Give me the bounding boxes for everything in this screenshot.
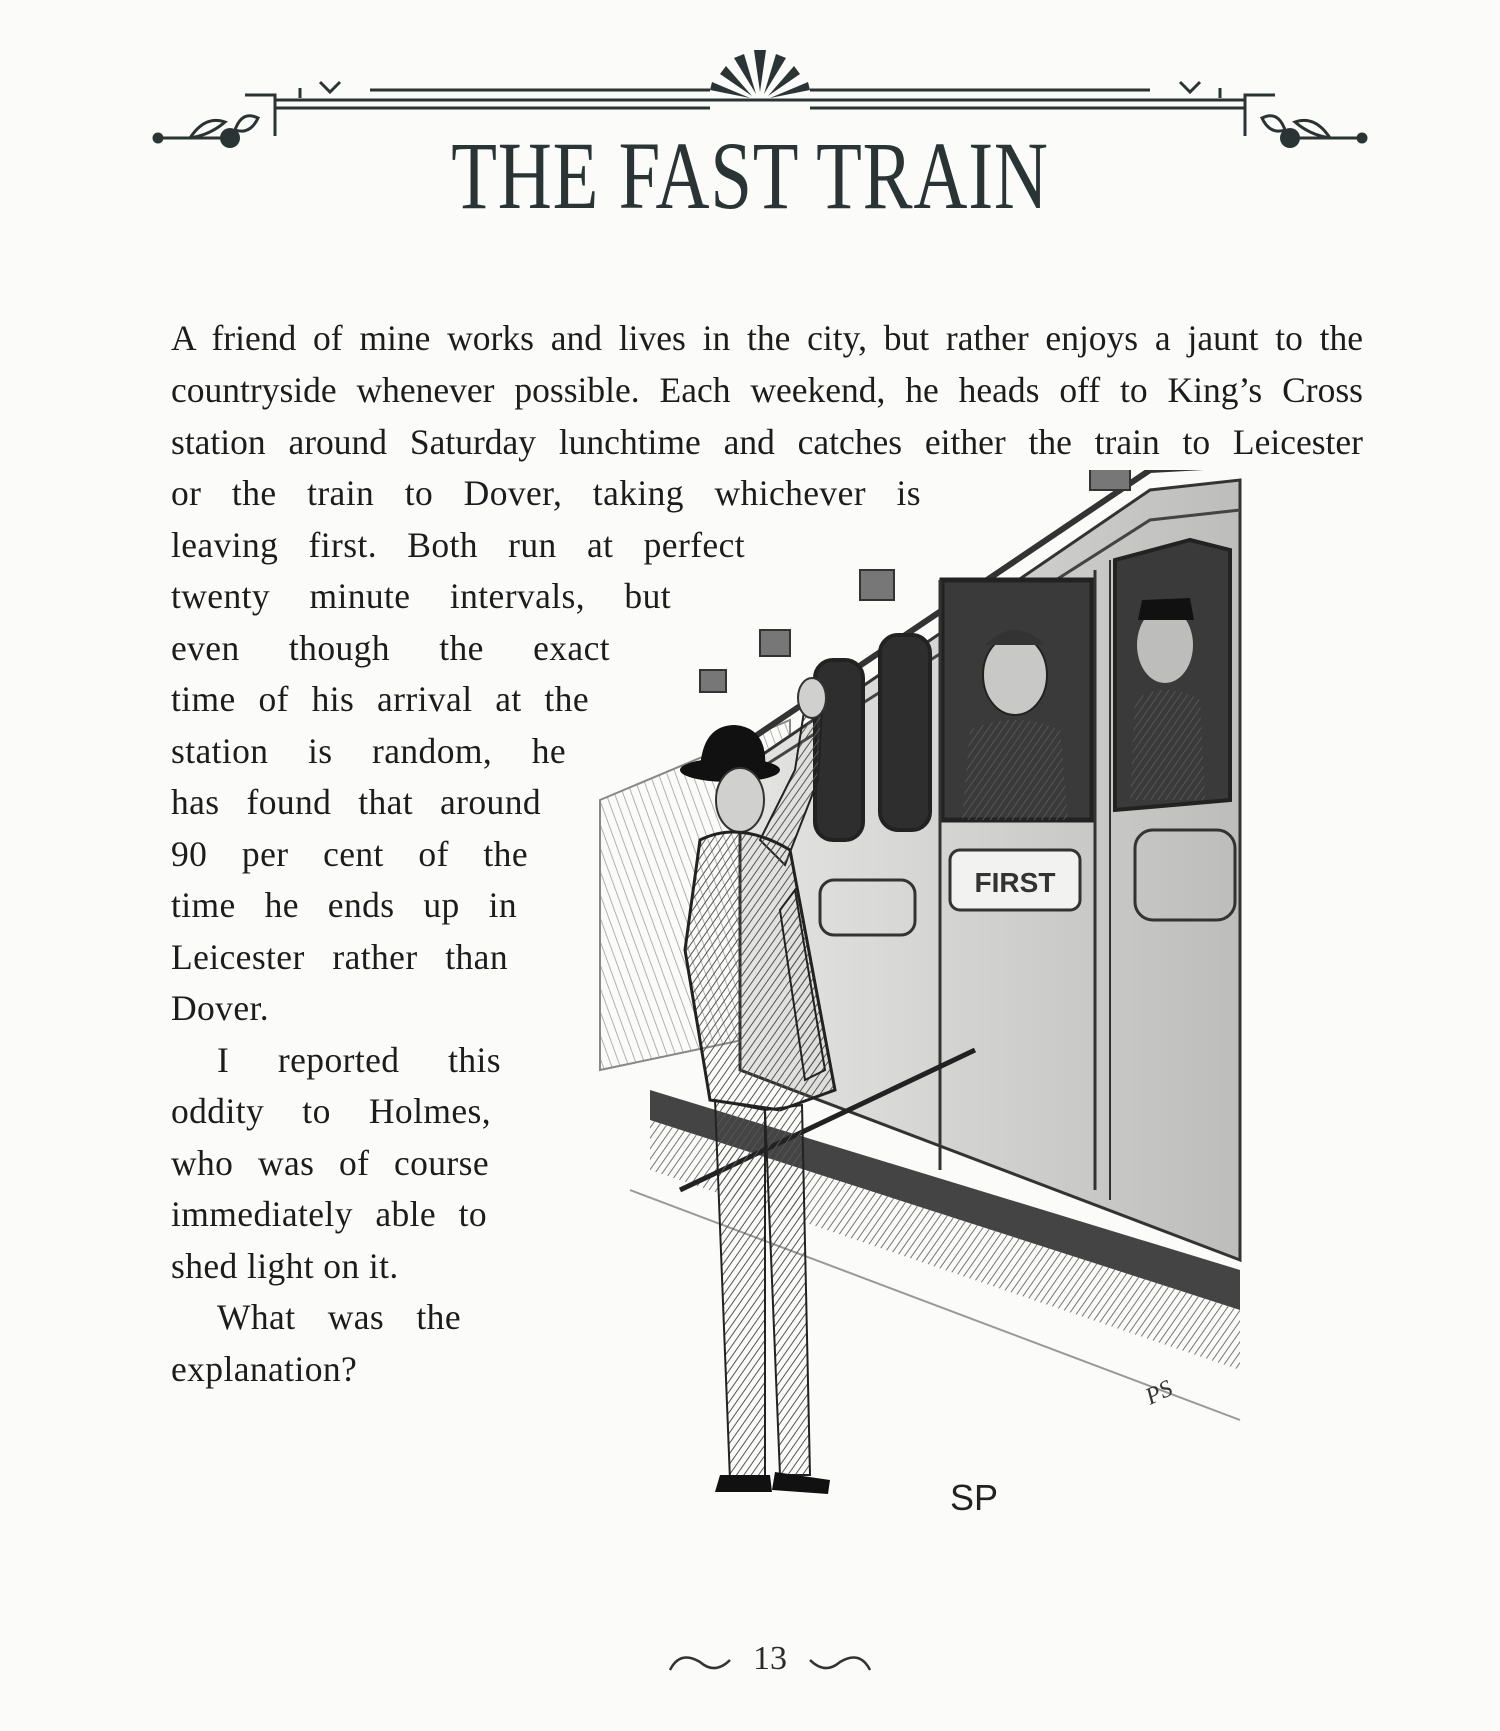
text-line: explanation?	[171, 1348, 358, 1389]
train-platform-illustration	[590, 470, 1360, 1630]
intro-line-1: A friend of mine works and lives in the city, but rather enjoys a jaunt to the	[171, 318, 1363, 358]
artist-signature-sp: SP	[950, 1477, 999, 1518]
page-number-block	[660, 1640, 880, 1690]
text-line: immediately able to	[171, 1194, 487, 1234]
text-line: who was of course	[171, 1142, 489, 1183]
door-sign: FIRST	[974, 867, 1056, 898]
text-line: or the train to Dover, taking whichever is	[171, 473, 921, 513]
text-line: 90 per cent of the	[171, 833, 528, 874]
text-line: Leicester rather than	[171, 936, 508, 977]
text-line: shed light on it.	[171, 1245, 399, 1286]
text-line: time of his arrival at the	[171, 679, 589, 719]
intro-line-2: countryside whenever possible. Each weekend, he heads off to King’s Cross	[171, 370, 1363, 410]
text-line: oddity to Holmes,	[171, 1091, 491, 1131]
artist-signature-ps: PS	[1141, 1375, 1177, 1411]
text-line: time he ends up in	[171, 885, 517, 925]
text-line: Dover.	[171, 988, 270, 1028]
text-line: I reported this	[217, 1039, 501, 1080]
text-line: What was the	[217, 1297, 461, 1337]
text-line: has found that around	[171, 782, 541, 822]
page-title: THE FAST TRAIN	[451, 122, 1049, 229]
text-line: twenty minute intervals, but	[171, 576, 671, 616]
page-number: 13	[753, 1640, 787, 1677]
text-line: station is random, he	[171, 730, 566, 771]
text-line: even though the exact	[171, 627, 610, 668]
text-line: leaving first. Both run at perfect	[171, 524, 745, 565]
intro-line-3: station around Saturday lunchtime and catches either the train to Leicester	[171, 422, 1363, 462]
